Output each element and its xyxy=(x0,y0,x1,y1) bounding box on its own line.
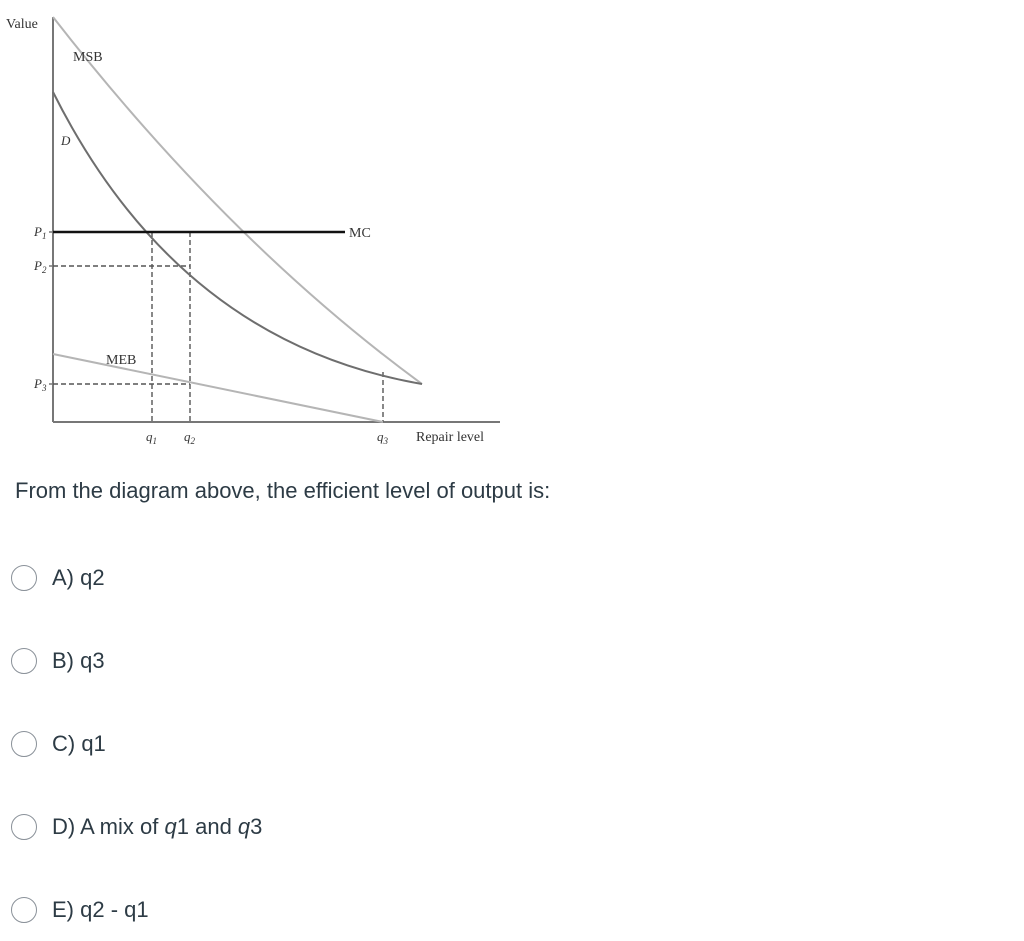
answer-option-e[interactable] xyxy=(11,895,149,925)
d-label: D xyxy=(61,133,71,148)
mc-label: MC xyxy=(349,226,371,241)
answer-label-d[interactable] xyxy=(52,814,262,840)
answer-label-d-qa-num: 1 xyxy=(176,814,189,839)
q2-label: $q_2$ xyxy=(184,429,195,446)
answer-option-a[interactable] xyxy=(11,563,105,593)
answer-option-b[interactable] xyxy=(11,646,105,676)
answer-label-e[interactable]: E) q2 - q1 xyxy=(52,897,149,922)
msb-curve xyxy=(53,17,422,384)
radio-button-c[interactable] xyxy=(11,731,37,757)
guide-lines xyxy=(53,232,383,422)
axis-x-label: Repair level xyxy=(416,430,485,445)
meb-curve xyxy=(53,354,383,422)
meb-label: MEB xyxy=(106,353,137,368)
answer-label-d-qa: q xyxy=(164,814,177,839)
q1-label: $q_1$ xyxy=(146,429,157,446)
msb-label: MSB xyxy=(73,50,103,65)
answer-label-a[interactable]: A) q2 xyxy=(52,565,105,590)
p1-label: $P_1$ xyxy=(34,224,47,241)
p3-label: $P_3$ xyxy=(34,376,47,393)
answer-option-c[interactable] xyxy=(11,729,106,759)
answer-label-b[interactable]: B) q3 xyxy=(52,648,105,673)
radio-button-a[interactable] xyxy=(11,565,37,591)
radio-button-d[interactable] xyxy=(11,814,37,840)
question-text: From the diagram above, the efficient level of output is: xyxy=(15,478,551,503)
answer-label-c[interactable]: C) q1 xyxy=(52,731,106,756)
p2-label: $P_2$ xyxy=(34,258,47,275)
answer-label-d-qb-num: 3 xyxy=(250,814,263,839)
radio-button-e[interactable] xyxy=(11,897,37,923)
axis-y-label: Value xyxy=(6,17,38,32)
answer-label-d-prefix: D) A mix of xyxy=(52,814,165,839)
answer-label-d-mid: and xyxy=(188,814,238,839)
q3-label: $q_3$ xyxy=(377,429,388,446)
economics-diagram xyxy=(0,0,520,460)
radio-button-b[interactable] xyxy=(11,648,37,674)
answer-option-d[interactable] xyxy=(11,812,262,842)
answer-label-d-qb: q xyxy=(237,814,251,839)
